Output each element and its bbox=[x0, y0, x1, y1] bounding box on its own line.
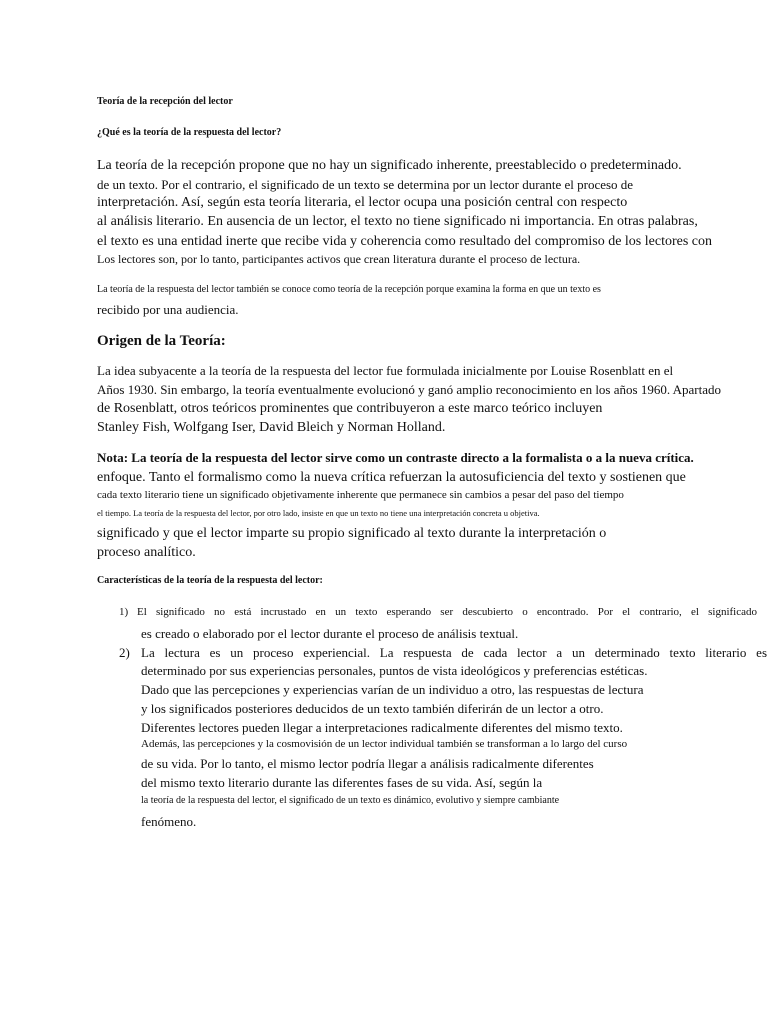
also-known-line: La teoría de la respuesta del lector también se conoce como teoría de la recepción porque examina la forma en que un texto es bbox=[97, 284, 601, 295]
list-item-first-line: El significado no está incrustado en un texto esperando ser descubierto o encontrado. Por el contrario, el significado bbox=[137, 606, 757, 618]
list-item-line: determinado por sus experiencias personales, puntos de vista ideológicos y preferencias estéticas. bbox=[141, 663, 648, 678]
origin-line: de Rosenblatt, otros teóricos prominentes que contribuyeron a este marco teórico incluyen bbox=[97, 401, 603, 416]
list-number: 2) bbox=[119, 645, 130, 660]
origin-line: La idea subyacente a la teoría de la respuesta del lector fue formulada inicialmente por Louise Rosenblatt en el bbox=[97, 363, 674, 378]
list-item-line: es creado o elaborado por el lector durante el proceso de análisis textual. bbox=[141, 626, 519, 641]
origin-heading: Origen de la Teoría: bbox=[97, 333, 226, 349]
question-heading: ¿Qué es la teoría de la respuesta del lector? bbox=[97, 127, 282, 138]
note-line: enfoque. Tanto el formalismo como la nueva crítica refuerzan la autosuficiencia del texto y sostienen que bbox=[97, 470, 686, 485]
intro-line: de un texto. Por el contrario, el significado de un texto se determina por un lector durante el proceso de bbox=[97, 177, 634, 192]
list-item-line: Dado que las percepciones y experiencias varían de un individuo a otro, las respuestas de lectura bbox=[141, 682, 644, 697]
also-known-line: recibido por una audiencia. bbox=[97, 302, 239, 317]
list-item-line: Además, las percepciones y la cosmovisión de un lector individual también se transforman a lo largo del curso bbox=[141, 738, 628, 750]
characteristics-heading: Características de la teoría de la respuesta del lector: bbox=[97, 575, 323, 586]
document-title: Teoría de la recepción del lector bbox=[97, 96, 233, 107]
note-heading: Nota: La teoría de la respuesta del lector sirve como un contraste directo a la formalista o a la nueva crítica. bbox=[97, 450, 694, 465]
list-item-line: Diferentes lectores pueden llegar a interpretaciones radicalmente diferentes del mismo texto. bbox=[141, 720, 623, 735]
origin-line: Stanley Fish, Wolfgang Iser, David Bleich y Norman Holland. bbox=[97, 420, 446, 435]
list-number: 1) bbox=[119, 606, 129, 618]
note-line: el tiempo. La teoría de la respuesta del lector, por otro lado, insiste en que un texto no tiene una interpretación concreta u objetiva. bbox=[97, 508, 540, 518]
intro-line: el texto es una entidad inerte que recibe vida y coherencia como resultado del compromiso de los lectores con bbox=[97, 234, 712, 249]
list-item-line: la teoría de la respuesta del lector, el significado de un texto es dinámico, evolutivo y siempre cambiante bbox=[141, 795, 560, 806]
list-item-line: de su vida. Por lo tanto, el mismo lector podría llegar a análisis radicalmente diferentes bbox=[141, 756, 594, 771]
origin-line: Años 1930. Sin embargo, la teoría eventualmente evolucionó y ganó amplio reconocimiento en los años 1960. Apartado bbox=[97, 382, 721, 397]
intro-line: interpretación. Así, según esta teoría literaria, el lector ocupa una posición central con respecto bbox=[97, 195, 628, 210]
list-item-first-line: La lectura es un proceso experiencial. La respuesta de cada lector a un determinado texto literario es bbox=[141, 645, 767, 660]
list-item-line: del mismo texto literario durante las diferentes fases de su vida. Así, según la bbox=[141, 775, 543, 790]
note-line: cada texto literario tiene un significado objetivamente inherente que permanece sin cambios a pesar del paso del tiempo bbox=[97, 489, 624, 501]
intro-line: Los lectores son, por lo tanto, participantes activos que crean literatura durante el proceso de lectura. bbox=[97, 252, 581, 266]
list-item-line: fenómeno. bbox=[141, 814, 197, 829]
note-line: proceso analítico. bbox=[97, 545, 196, 560]
note-line: significado y que el lector imparte su propio significado al texto durante la interpretación o bbox=[97, 526, 607, 541]
intro-line: La teoría de la recepción propone que no hay un significado inherente, preestablecido o predeterminado. bbox=[97, 158, 682, 173]
list-item-line: y los significados posteriores deducidos de un texto también diferirán de un lector a otro. bbox=[141, 701, 604, 716]
intro-line: al análisis literario. En ausencia de un lector, el texto no tiene significado ni importancia. En otras palabras, bbox=[97, 214, 698, 229]
